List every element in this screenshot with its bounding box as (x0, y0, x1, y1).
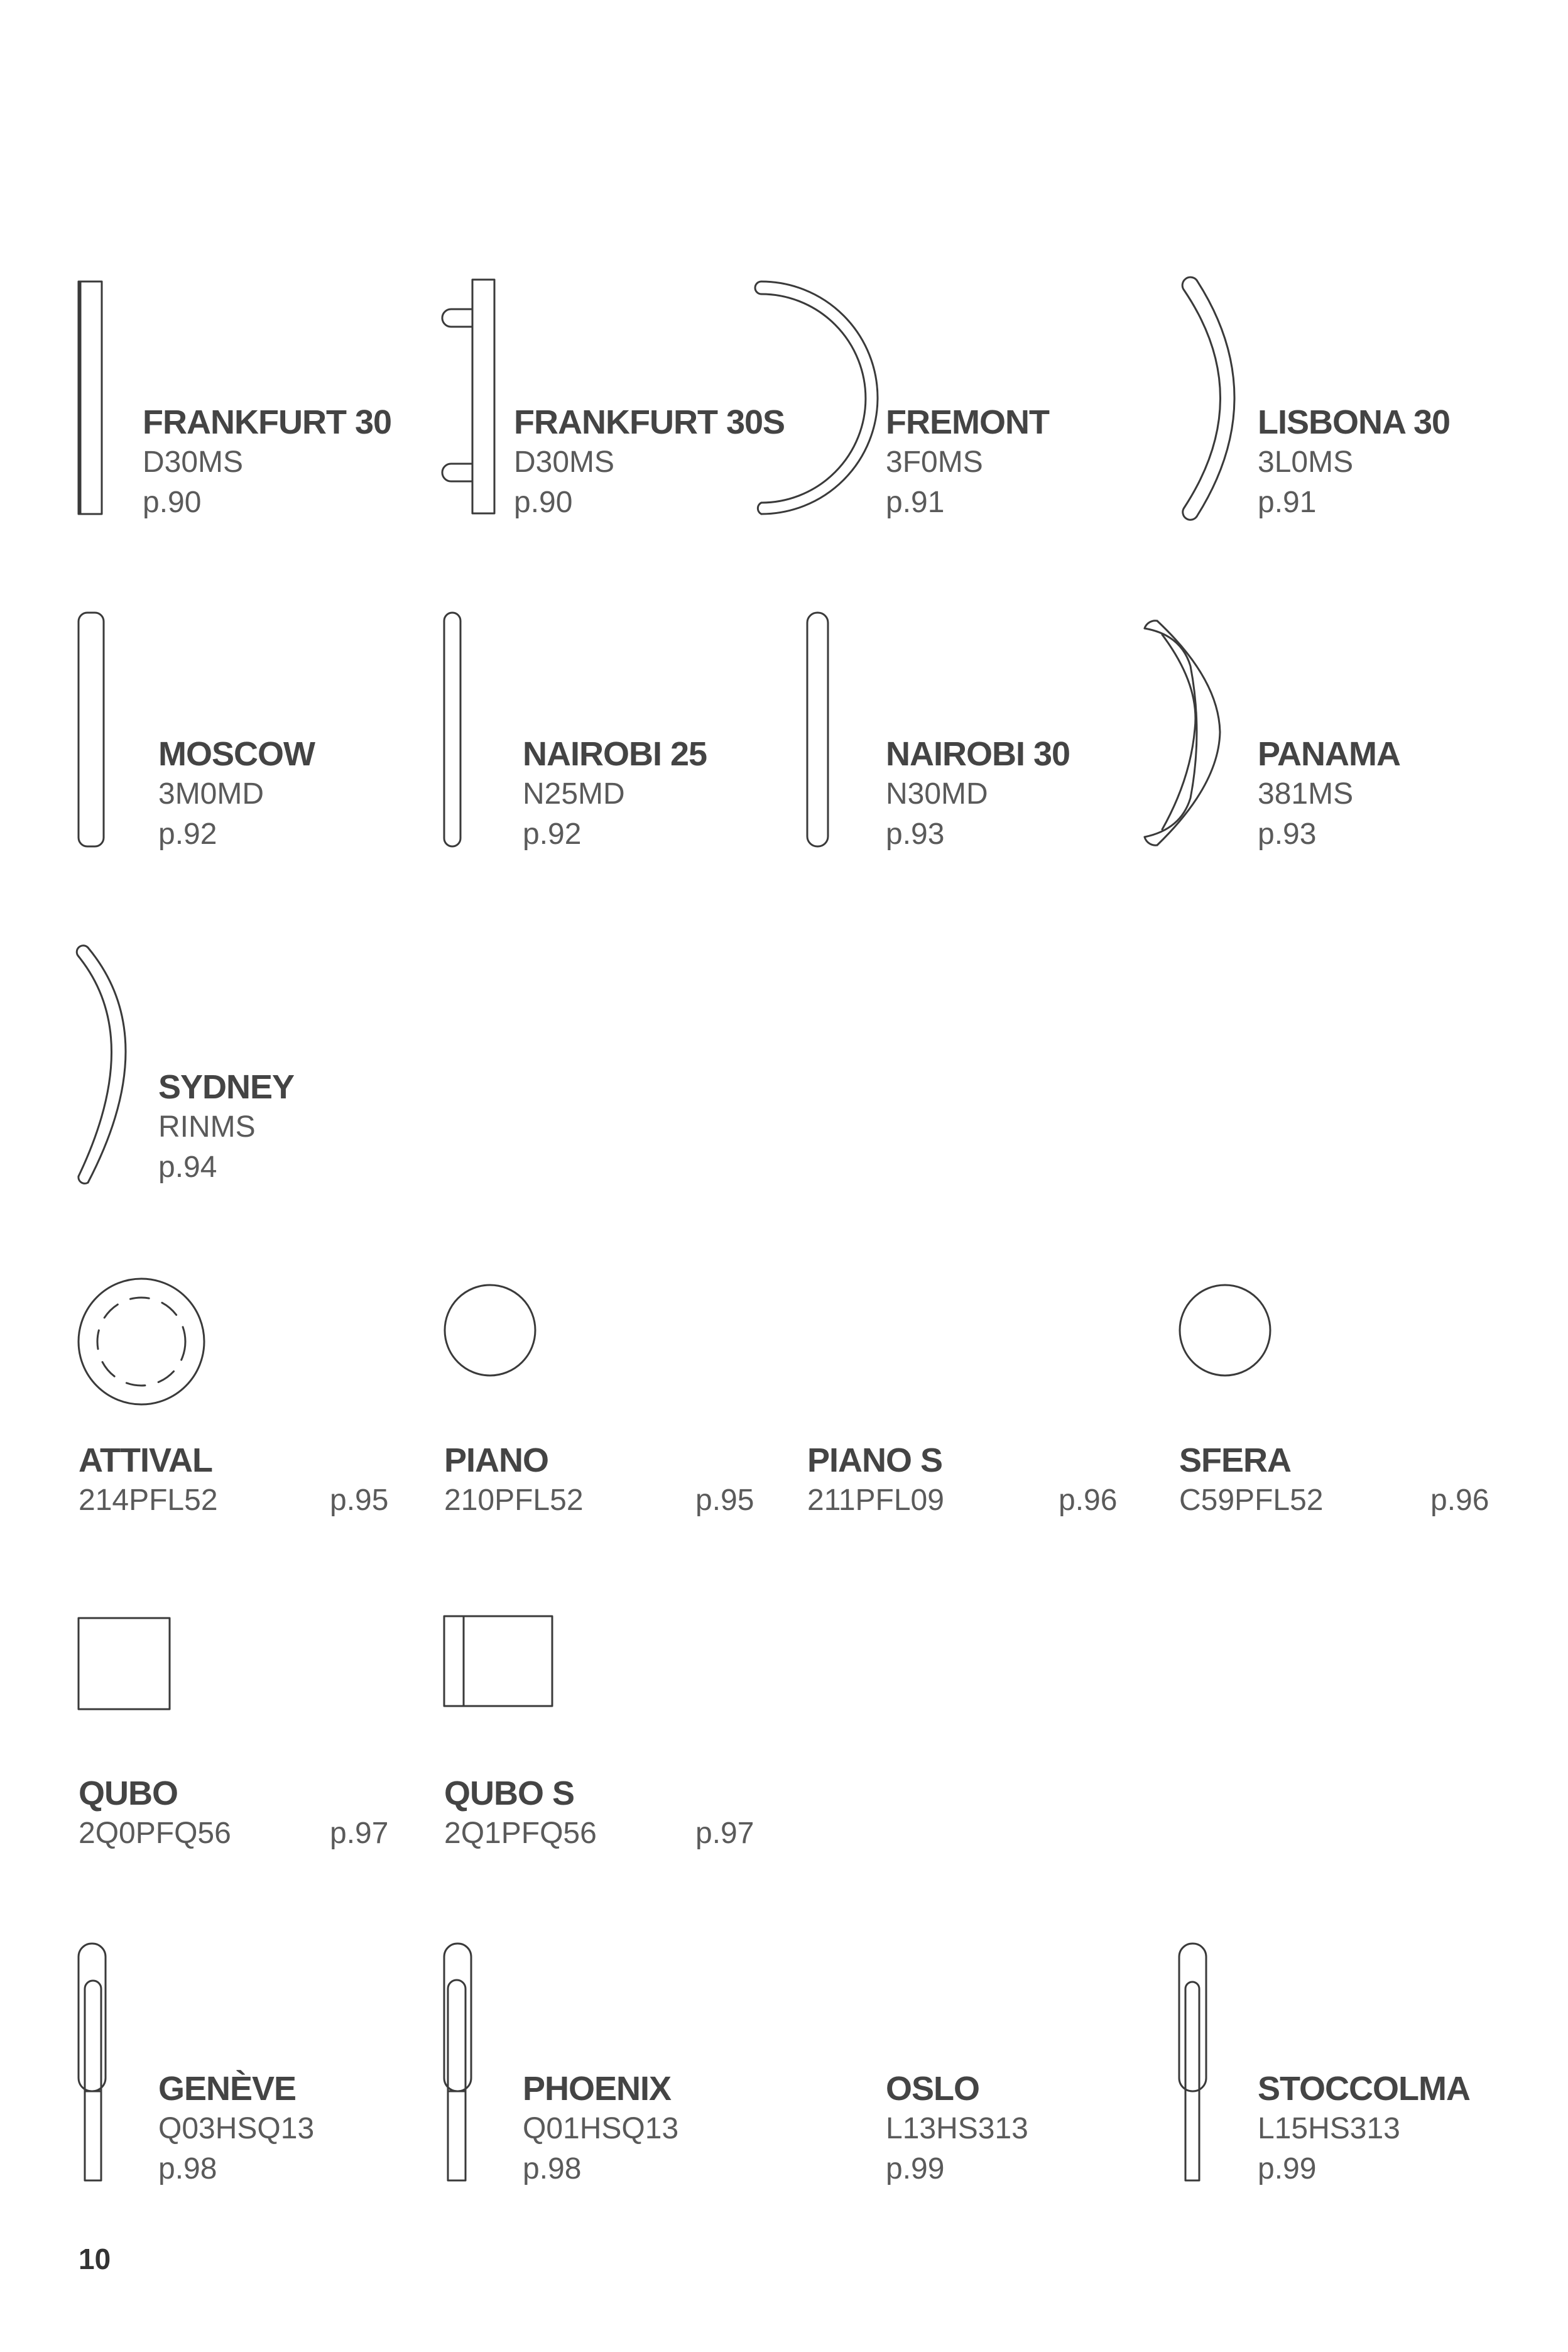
product-code: 214PFL52 (79, 1484, 218, 1517)
product-code: Q03HSQ13 (158, 2112, 315, 2145)
product-code: RINMS (158, 1110, 256, 1144)
piano-drawing (445, 1285, 535, 1376)
product-name: PHOENIX (523, 2070, 672, 2108)
attival-drawing (79, 1279, 204, 1404)
product-piano[interactable] (444, 1440, 758, 1521)
frankfurt-30-drawing (79, 282, 102, 514)
page-ref: p.90 (514, 486, 573, 519)
product-piano-s[interactable] (807, 1440, 1121, 1521)
page-ref: p.99 (1258, 2152, 1317, 2185)
nairobi-30-drawing (807, 613, 828, 846)
page-ref: p.94 (158, 1151, 217, 1184)
frankfurt-30s-drawing (442, 280, 494, 513)
nairobi-25-drawing (444, 613, 460, 846)
page-ref: p.93 (1258, 818, 1317, 851)
sfera-drawing (1180, 1285, 1270, 1376)
page-ref: p.97 (330, 1817, 389, 1850)
page-ref: p.95 (695, 1484, 754, 1517)
product-name: PIANO (444, 1441, 549, 1479)
page-ref: p.91 (886, 486, 945, 519)
page-ref: p.98 (158, 2152, 217, 2185)
product-name: LISBONA 30 (1258, 403, 1451, 441)
product-code: 3M0MD (158, 777, 264, 811)
page-ref: p.92 (158, 818, 217, 851)
product-name: SYDNEY (158, 1068, 295, 1106)
panama-drawing (1145, 621, 1220, 845)
product-oslo[interactable] (886, 2069, 1028, 2189)
product-code: Q01HSQ13 (523, 2112, 679, 2145)
product-name: NAIROBI 25 (523, 735, 707, 773)
lisbona-30-drawing (1182, 277, 1234, 520)
product-name: SFERA (1179, 1441, 1292, 1479)
product-qubo-s[interactable] (444, 1773, 758, 1854)
product-code: L13HS313 (886, 2112, 1028, 2145)
qubo-s-drawing (444, 1616, 552, 1706)
product-code: N30MD (886, 777, 988, 811)
product-code: 2Q1PFQ56 (444, 1817, 597, 1850)
product-code: 211PFL09 (807, 1484, 944, 1517)
product-code: 3L0MS (1258, 446, 1354, 479)
product-code: 210PFL52 (444, 1484, 584, 1517)
product-sydney[interactable] (158, 1067, 294, 1188)
product-name: QUBO (79, 1775, 178, 1812)
product-name: OSLO (886, 2070, 980, 2108)
product-name: NAIROBI 30 (886, 735, 1070, 773)
moscow-drawing (79, 613, 104, 846)
page-number: 10 (79, 2243, 111, 2275)
page-ref: p.99 (886, 2152, 945, 2185)
product-code: N25MD (523, 777, 625, 811)
product-phoenix[interactable] (523, 2069, 678, 2189)
product-geneve[interactable] (158, 2069, 314, 2189)
product-name: PIANO S (807, 1441, 943, 1479)
product-name: ATTIVAL (79, 1441, 212, 1479)
sydney-drawing (77, 946, 126, 1184)
page-ref: p.96 (1430, 1484, 1489, 1517)
phoenix-drawing (444, 1944, 471, 2180)
page-ref: p.95 (330, 1484, 389, 1517)
product-name: GENÈVE (158, 2070, 297, 2108)
qubo-drawing (79, 1618, 170, 1709)
page-ref: p.97 (695, 1817, 754, 1850)
product-moscow[interactable] (158, 734, 315, 855)
product-name: MOSCOW (158, 735, 315, 773)
product-code: 381MS (1258, 777, 1354, 811)
product-name: FREMONT (886, 403, 1049, 441)
product-name: FRANKFURT 30S (514, 403, 785, 441)
page-ref: p.93 (886, 818, 945, 851)
product-attival[interactable] (79, 1440, 393, 1521)
product-sfera[interactable] (1179, 1440, 1493, 1521)
geneve-drawing (79, 1944, 106, 2180)
product-lisbona-30[interactable] (1258, 402, 1450, 523)
product-code: D30MS (514, 446, 615, 479)
product-nairobi-25[interactable] (523, 734, 707, 855)
product-frankfurt-30[interactable] (143, 402, 391, 523)
product-code: C59PFL52 (1179, 1484, 1324, 1517)
product-stoccolma[interactable] (1258, 2069, 1470, 2189)
product-name: PANAMA (1258, 735, 1400, 773)
product-panama[interactable] (1258, 734, 1400, 855)
page-ref: p.92 (523, 818, 582, 851)
product-nairobi-30[interactable] (886, 734, 1070, 855)
page-ref: p.98 (523, 2152, 582, 2185)
product-name: FRANKFURT 30 (143, 403, 392, 441)
product-fremont[interactable] (886, 402, 1049, 523)
product-frankfurt-30s[interactable] (514, 402, 785, 523)
product-name: STOCCOLMA (1258, 2070, 1470, 2108)
product-qubo[interactable] (79, 1773, 393, 1854)
page-ref: p.96 (1059, 1484, 1118, 1517)
product-code: 2Q0PFQ56 (79, 1817, 231, 1850)
page-ref: p.90 (143, 486, 202, 519)
product-code: D30MS (143, 446, 244, 479)
page-ref: p.91 (1258, 486, 1317, 519)
product-code: 3F0MS (886, 446, 983, 479)
product-name: QUBO S (444, 1775, 575, 1812)
product-code: L15HS313 (1258, 2112, 1400, 2145)
stoccolma-drawing (1179, 1944, 1206, 2180)
